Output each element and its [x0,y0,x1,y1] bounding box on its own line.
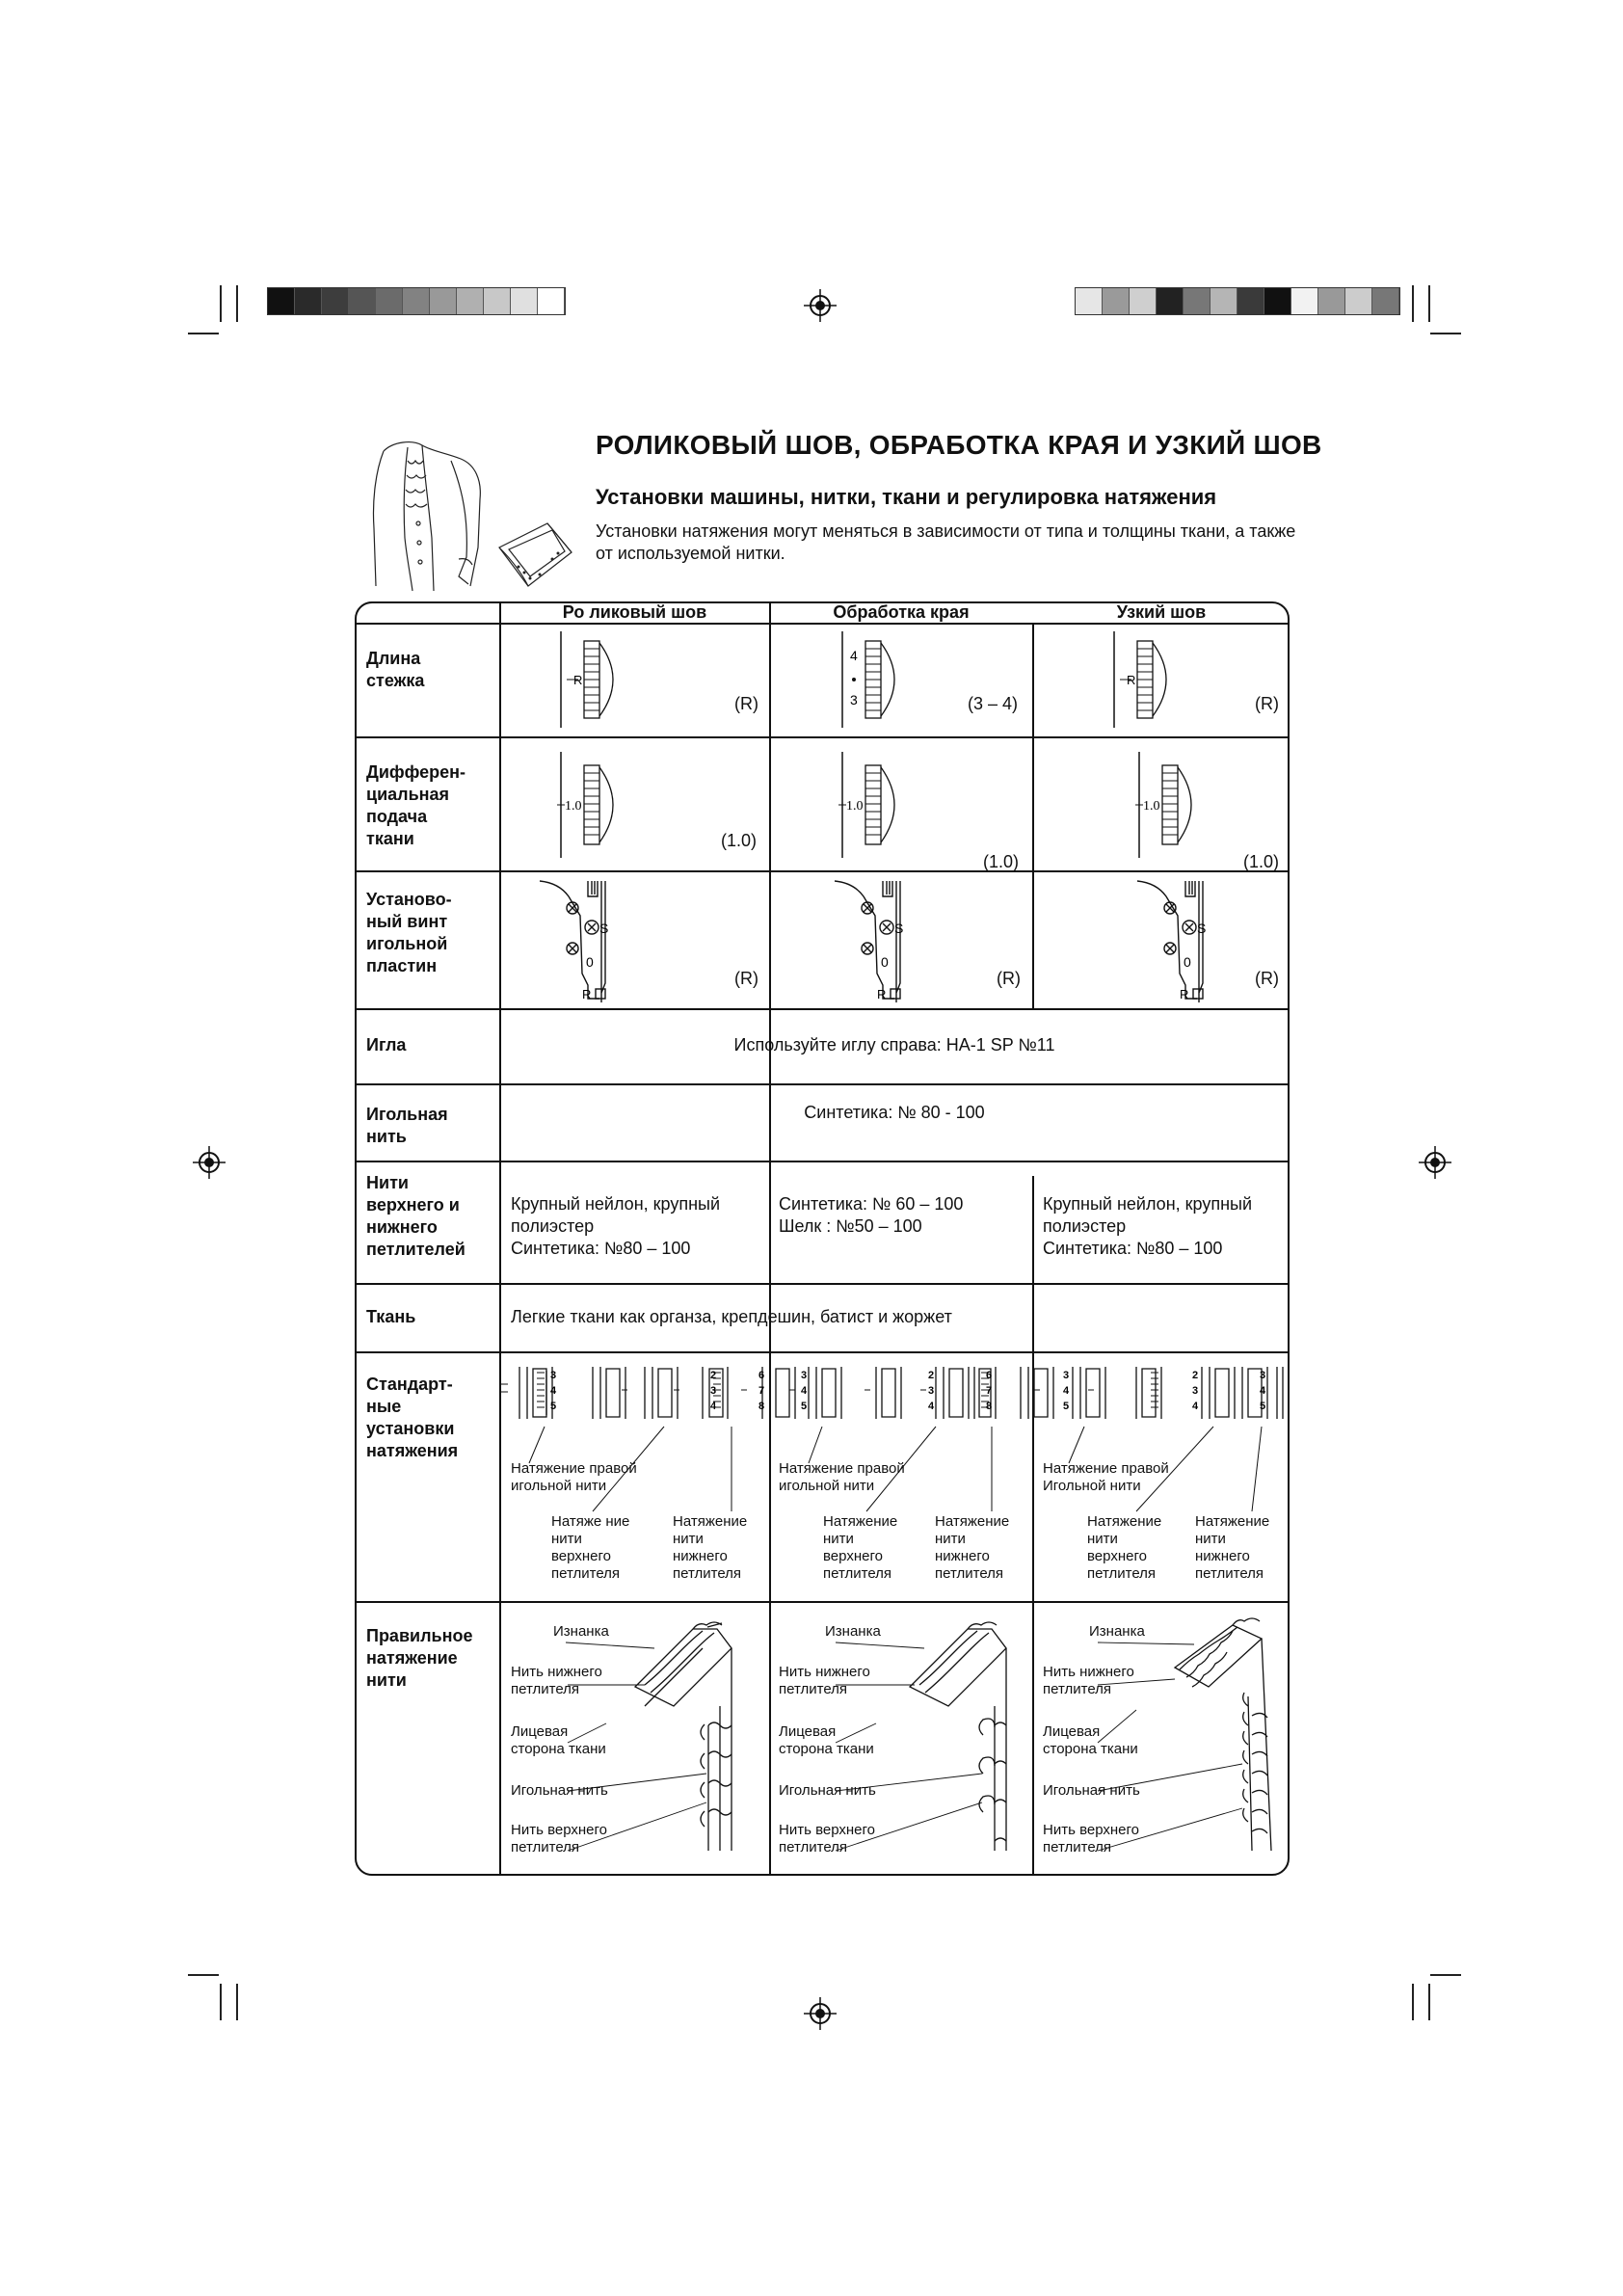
row-label-needle: Игла [366,1035,407,1055]
callout-right-side-2: Лицевая сторона ткани [779,1723,874,1757]
blouse-illustration [355,432,576,596]
tension-dial-number: 8 [986,1401,993,1412]
svg-text:0: 0 [1184,954,1191,970]
tension-label-needle-2: Натяжение правой игольной нити [779,1460,905,1494]
svg-text:3: 3 [850,692,858,707]
tension-dial-number: 3 [710,1385,717,1397]
tension-label-lower-3: Натяжение нити нижнего петлителя [1195,1513,1270,1582]
page-subtitle: Установки машины, нитки, ткани и регулировка натяжения [596,485,1217,509]
color-bar-left [267,287,566,315]
color-swatch [322,288,349,314]
color-swatch [1211,288,1237,314]
color-swatch [430,288,457,314]
row-label-stitch-length: Длина стежка [366,649,425,690]
callout-lower-looper-3: Нить нижнего петлителя [1043,1664,1134,1697]
svg-text:1.0: 1.0 [846,799,864,814]
column-header-edge-finish: Обработка края [833,602,970,622]
dial-mark: R [573,673,583,687]
tension-label-lower-2: Натяжение нити нижнего петлителя [935,1513,1010,1582]
tension-dial-number: 2 [710,1370,717,1381]
tension-label-upper-2: Натяжение нити верхнего петлителя [823,1513,898,1582]
svg-text:0: 0 [586,954,594,970]
tension-dial-number: 7 [758,1385,765,1397]
tension-dial-number: 4 [550,1385,557,1397]
svg-text:R: R [877,987,887,1001]
tension-dial-number: 7 [986,1385,993,1397]
svg-text:S: S [894,921,904,936]
needle-value: Используйте иглу справа: HA-1 SP №11 [733,1035,1055,1055]
needle-plate-diagram [540,877,646,1007]
registration-mark-bottom [804,1997,837,2030]
stitch-length-dial [557,631,644,733]
tension-dial-number: 4 [1260,1385,1266,1397]
tension-dial-number: 8 [758,1401,765,1412]
callout-wrong-side-3: Изнанка [1089,1623,1145,1640]
row-label-needle-plate: Установо- ный винт игольной пластин [366,890,452,975]
registration-mark-left [193,1146,226,1179]
callout-right-side-3: Лицевая сторона ткани [1043,1723,1138,1757]
stitch-illustrations [500,1610,1290,1875]
color-swatch [403,288,430,314]
registration-mark-top [804,289,837,322]
callout-upper-looper-2: Нить верхнего петлителя [779,1822,875,1855]
svg-text:0: 0 [881,954,889,970]
color-swatch [1291,288,1318,314]
color-swatch [1103,288,1130,314]
stitch-length-value-2: (3 – 4) [968,694,1019,713]
tension-label-lower-1: Натяжение нити нижнего петлителя [673,1513,748,1582]
tension-dial-number: 4 [1063,1385,1070,1397]
color-swatch [1345,288,1372,314]
stitch-length-dial [838,631,925,733]
row-label-fabric: Ткань [366,1307,416,1326]
callout-wrong-side-2: Изнанка [825,1623,881,1640]
color-swatch [538,288,565,314]
needle-plate-diagram [1137,877,1243,1007]
svg-text:R: R [582,987,592,1001]
tension-dial-number: 3 [550,1370,557,1381]
color-swatch [1130,288,1157,314]
column-header-narrow-seam: Узкий шов [1116,602,1207,622]
fabric-value: Легкие ткани как органза, крепдешин, батист и жоржет [511,1307,952,1326]
column-header-rolled-hem: Ро ликовый шов [562,602,707,622]
looper-threads-value-3: Крупный нейлон, крупный полиэстер Синтетика: №80 – 100 [1043,1194,1253,1258]
diff-feed-value-1: (1.0) [721,831,758,850]
tension-dial-number: 5 [801,1401,808,1412]
looper-threads-value-1: Крупный нейлон, крупный полиэстер Синтетика: №80 – 100 [511,1194,721,1258]
stitch-length-dial [1110,631,1197,733]
callout-needle-thread-2: Игольная нить [779,1782,876,1799]
looper-threads-value-2: Синтетика: № 60 – 100 Шелк : №50 – 100 [779,1194,964,1236]
stitch-length-value-1: (R) [734,694,758,713]
tension-dial-number: 3 [1063,1370,1070,1381]
tension-dial-number: 6 [986,1370,993,1381]
callout-upper-looper-3: Нить верхнего петлителя [1043,1822,1139,1855]
needle-plate-value-1: (R) [734,969,758,988]
diff-feed-value-2: (1.0) [983,852,1020,871]
page-title: РОЛИКОВЫЙ ШОВ, ОБРАБОТКА КРАЯ И УЗКИЙ ШОВ [596,430,1322,460]
row-label-needle-thread: Игольная нить [366,1105,448,1146]
tension-dial-number: 2 [1192,1370,1199,1381]
svg-text:4: 4 [850,648,858,663]
tension-leader-lines [500,1417,1290,1513]
intro-text: Установки натяжения могут меняться в зависимости от типа и толщины ткани, а также от используемой нитки. [596,521,1296,563]
color-bar-right [1075,287,1400,315]
callout-needle-thread-1: Игольная нить [511,1782,608,1799]
color-swatch [1372,288,1399,314]
diff-feed-dial [1135,752,1222,860]
callout-lower-looper-1: Нить нижнего петлителя [511,1664,602,1697]
color-swatch [1076,288,1103,314]
color-swatch [376,288,403,314]
callout-wrong-side-1: Изнанка [553,1623,609,1640]
callout-right-side-1: Лицевая сторона ткани [511,1723,606,1757]
row-label-tension: Стандарт- ные установки натяжения [366,1375,459,1460]
tension-dial-number: 5 [1063,1401,1070,1412]
tension-dial-number: 3 [1192,1385,1199,1397]
color-swatch [484,288,511,314]
svg-text:R: R [1127,673,1136,687]
svg-text:R: R [1180,987,1189,1001]
tension-dial-number: 3 [1260,1370,1266,1381]
color-swatch [511,288,538,314]
stitch-length-value-3: (R) [1255,694,1279,713]
tension-label-needle-3: Натяжение правой Игольной нити [1043,1460,1169,1494]
diff-feed-value-3: (1.0) [1243,852,1280,871]
diff-feed-dial [838,752,925,860]
tension-dial-number: 4 [928,1401,935,1412]
svg-text:S: S [1197,921,1207,936]
svg-text:1.0: 1.0 [565,799,582,814]
tension-dial-number: 4 [710,1401,717,1412]
row-label-looper-threads: Нити верхнего и нижнего петлителей [366,1173,466,1259]
tension-dial-number: 2 [928,1370,935,1381]
row-label-correct-tension: Правильное натяжение нити [366,1626,473,1690]
color-swatch [349,288,376,314]
svg-text:S: S [599,921,609,936]
diff-feed-dial [557,752,644,860]
svg-text:1.0: 1.0 [1143,799,1160,814]
tension-dial-number: 4 [1192,1401,1199,1412]
row-label-diff-feed: Дифферен- циальная подача ткани [366,762,466,848]
callout-upper-looper-1: Нить верхнего петлителя [511,1822,607,1855]
color-swatch [457,288,484,314]
tension-label-upper-3: Натяжение нити верхнего петлителя [1087,1513,1162,1582]
tension-dial-number: 6 [758,1370,765,1381]
needle-plate-value-3: (R) [1255,969,1279,988]
color-swatch [295,288,322,314]
tension-dial-number: 5 [1260,1401,1266,1412]
tension-dial-number: 3 [928,1385,935,1397]
tension-label-needle-1: Натяжение правой игольной нити [511,1460,637,1494]
tension-dial-number: 4 [801,1385,808,1397]
color-swatch [1157,288,1184,314]
color-swatch [268,288,295,314]
color-swatch [1318,288,1345,314]
callout-lower-looper-2: Нить нижнего петлителя [779,1664,870,1697]
callout-needle-thread-3: Игольная нить [1043,1782,1140,1799]
tension-dial-number: 3 [801,1370,808,1381]
color-swatch [1184,288,1211,314]
needle-plate-diagram [835,877,941,1007]
needle-plate-value-2: (R) [997,969,1021,988]
needle-thread-value: Синтетика: № 80 - 100 [804,1103,985,1122]
color-swatch [1237,288,1264,314]
registration-mark-right [1419,1146,1451,1179]
tension-dial-number: 5 [550,1401,557,1412]
tension-label-upper-1: Натяже ние нити верхнего петлителя [551,1513,630,1582]
color-swatch [1264,288,1291,314]
